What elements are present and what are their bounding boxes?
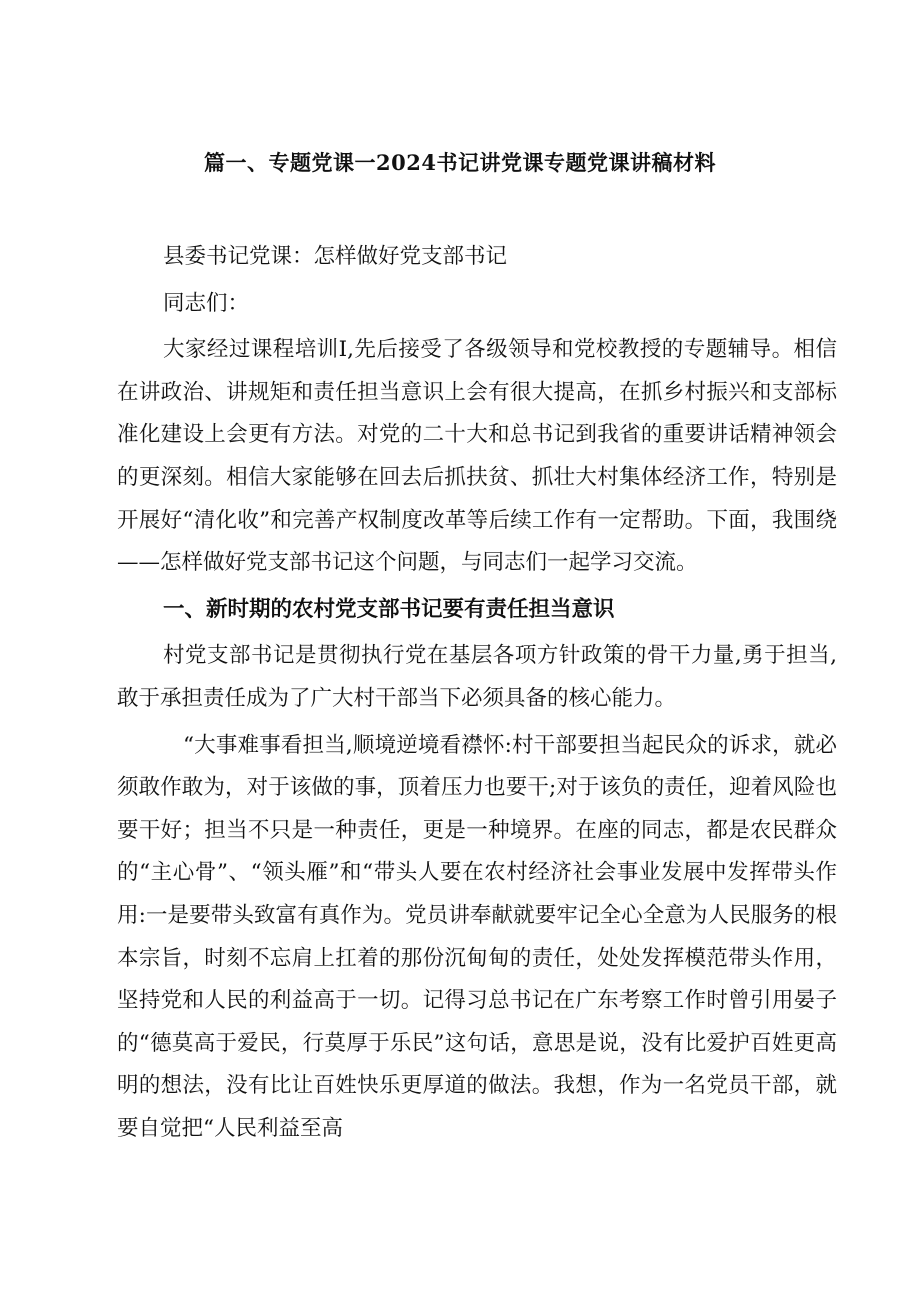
- paragraph-3: “大事难事看担当,顺境逆境看襟怀:村干部要担当起民众的诉求，就必须敢作敢为，对于该做的事，顶着压力也要干;对于该负的责任，迎着风险也要干好；担当不只是一种责任，更是一种境界。在座的同志，都是农民群众的“主心骨”、“领头雁”和“带头人要在农村经济社会事业发展中发挥带头作用:一是要带头致富有真作为。党员讲奉献就要牢记全心全意为人民服务的根本宗旨，时刻不忘肩上扛着的那份沉甸甸的责任，处处发挥模范带头作用，坚持党和人民的利益高于一切。记得习总书记在广东考察工作时曾引用晏子的“德莫高于爱民，行莫厚于乐民”这句话，意思是说，没有比爱护百姓更高明的想法，没有比让百姓快乐更厚道的做法。我想，作为一名党员干部，就要自觉把“人民利益至高: [117, 732, 837, 1141]
- document-body: [117, 236, 837, 1150]
- document-title: 篇一、专题党课一2024书记讲党课专题党课讲稿材料: [204, 150, 716, 175]
- paragraph-1: 大家经过课程培训I,先后接受了各级领导和党校教授的专题辅导。相信在讲政治、讲规矩和责任担当意识上会有很大提高，在抓乡村振兴和支部标准化建设上会更有方法。对党的二十大和总书记到我省的重要讲话精神领会的更深刻。相信大家能够在回去后抓扶贫、抓壮大村集体经济工作，特别是开展好“清化收”和完善产权制度改革等后续工作有一定帮助。下面，我围绕——怎样做好党支部书记这个问题，与同志们一起学习交流。: [117, 337, 837, 576]
- section-heading: 一、新时期的农村党支部书记要有责任担当意识: [163, 596, 615, 622]
- subtitle: 县委书记党课：怎样做好党支部书记: [163, 244, 508, 269]
- salutation: 同志们：: [163, 290, 250, 316]
- paragraph-2: 村党支部书记是贯彻执行党在基层各项方针政策的骨干力量,勇于担当,敢于承担责任成为了广大村干部当下必须具备的核心能力。: [117, 643, 837, 711]
